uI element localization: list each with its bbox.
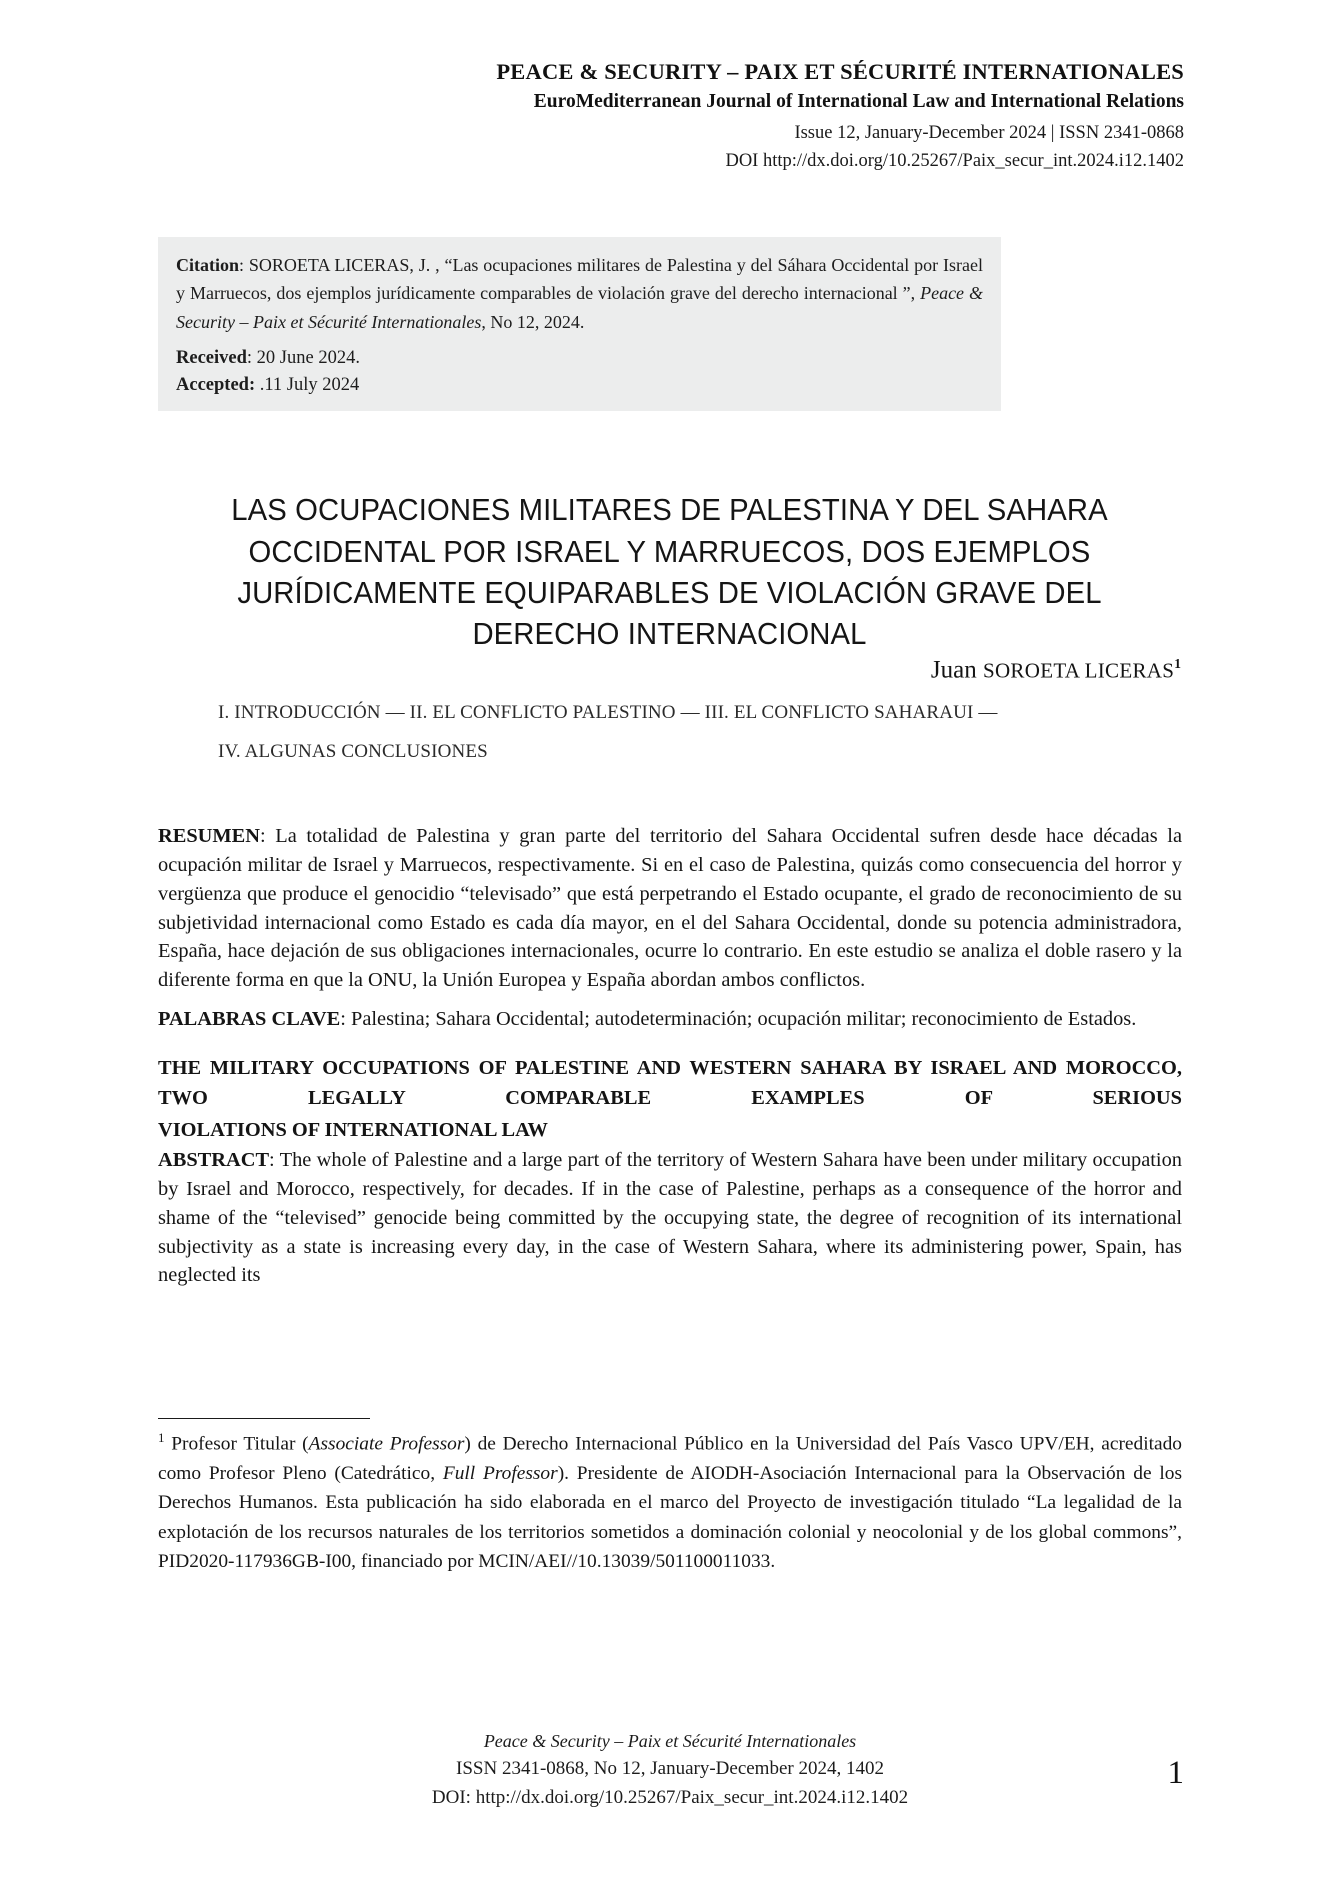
received-line: [176, 345, 983, 371]
accepted-value: .11 July 2024: [255, 374, 360, 395]
abstract-spanish-text: : La totalidad de Palestina y gran parte del territorio del Sahara Occidental sufren desde hace décadas la ocupación militar de Israel y Marruecos, respectivamente. Si en el caso de Palestina, quizás como consecuencia del horror y vergüenza que produce el genocidio “televisado” que está perpetrando el Estado ocupante, el grado de reconocimiento de su subjetividad internacional como Estado es cada día mayor, en el del Sahara Occidental, donde su potencia administradora, España, hace dejación de sus obligaciones internacionales, ocurre lo contrario. En este estudio se analiza el doble rasero y la diferente forma en que la ONU, la Unión Europea y España abordan ambos conflictos.: [158, 825, 1182, 992]
abstract-spanish-label: RESUMEN: [158, 825, 260, 847]
footnote-italic-associate-professor: Associate Professor: [308, 1433, 465, 1455]
accepted-label: Accepted:: [176, 374, 256, 395]
masthead: [0, 58, 1339, 176]
journal-title: PEACE & SECURITY – PAIX ET SÉCURITÉ INTERNATIONALES: [496, 59, 1184, 84]
citation-body: : SOROETA LICERAS, J. , “Las ocupaciones militares de Palestina y del Sáhara Occidental por Israel y Marruecos, dos ejemplos jurídicamente comparables de violación grave del derecho internacional ”,: [176, 255, 983, 304]
footnote-part-1: Profesor Titular (: [164, 1433, 309, 1455]
footnote-italic-full-professor: Full Professor: [442, 1462, 558, 1484]
abstract-english-label: ABSTRACT: [158, 1148, 270, 1171]
citation-text: [176, 251, 983, 336]
footer-journal-name: Peace & Security – Paix et Sécurité Internationales: [483, 1731, 857, 1751]
author-first-name: Juan: [930, 656, 977, 684]
accepted-line: [176, 372, 983, 398]
footnote-part-2: ) de Derecho Internacional Público en la Universidad del País Vasco UPV/EH, acreditado como Profesor Pleno (Catedrático,: [158, 1433, 1183, 1484]
abstract-english-text: : The whole of Palestine and a large part of the territory of Western Sahara have been under military occupation by Israel and Morocco, respectively, for decades. If in the case of Palestine, perhaps as a consequence of the horror and shame of the “televised” genocide being committed by the occupying state, the degree of recognition of its international subjectivity as a state is increasing every day, in the case of Western Sahara, where its administering power, Spain, has neglected its: [158, 1148, 1182, 1287]
footnote-part-3: ). Presidente de AIODH-Asociación Internacional para la Observación de los Derechos Humanos. Esta publicación ha sido elaborada en el marco del Proyecto de investigación titulado “La legalidad de la explotación de los recursos naturales de los territorios sometidos a dominación colonial y neocolonial y de los global commons”, PID2020-117936GB-I00, financiado por MCIN/AEI//10.13039/501100011033.: [158, 1462, 1182, 1573]
page-number: 1: [1167, 1755, 1184, 1791]
footnote-1: [158, 1428, 1182, 1577]
author-footnote-marker: 1: [1174, 656, 1181, 671]
abstract-english: [158, 1146, 1182, 1290]
keywords-spanish-label: PALABRAS CLAVE: [158, 1008, 341, 1031]
abstract-spanish: [158, 822, 1182, 995]
citation-box: [158, 237, 1001, 411]
journal-subtitle: EuroMediterranean Journal of International Law and International Relations: [533, 91, 1184, 113]
article-body: [158, 822, 1182, 1300]
footer-doi-line: DOI: http://dx.doi.org/10.25267/Paix_secur_int.2024.i12.1402: [431, 1786, 909, 1808]
citation-journal-name: Peace & Security – Paix et Sécurité Internationales: [176, 283, 983, 332]
article-title: LAS OCUPACIONES MILITARES DE PALESTINA Y DEL SAHARA OCCIDENTAL POR ISRAEL Y MARRUECOS, DOS EJEMPLOS JURÍDICAMENTE EQUIPARABLES DE VIOLACIÓN GRAVE DEL DERECHO INTERNACIONAL: [231, 493, 1108, 651]
keywords-spanish-text: : Palestina; Sahara Occidental; autodeterminación; ocupación militar; reconocimiento de Estados.: [340, 1008, 1137, 1031]
journal-doi-line: DOI http://dx.doi.org/10.25267/Paix_secur_int.2024.i12.1402: [725, 151, 1184, 172]
received-label: Received: [176, 348, 247, 369]
footer-issn-line: ISSN 2341-0868, No 12, January-December 2024, 1402: [456, 1758, 884, 1779]
citation-label: Citation: [176, 255, 239, 275]
page-footer: [158, 1728, 1182, 1813]
received-value: : 20 June 2024.: [246, 348, 360, 369]
citation-dates: [176, 345, 983, 398]
citation-tail: , No 12, 2024.: [481, 311, 585, 332]
journal-issue-line: Issue 12, January-December 2024 | ISSN 2341-0868: [794, 123, 1184, 144]
article-toc: I. INTRODUCCIÓN — II. EL CONFLICTO PALESTINO — III. EL CONFLICTO SAHARAUI — IV. ALGUNAS CONCLUSIONES: [218, 702, 998, 762]
author-last-name: SOROETA LICERAS: [982, 658, 1175, 683]
english-title-line1: THE MILITARY OCCUPATIONS OF PALESTINE AND WESTERN SAHARA BY ISRAEL AND MOROCCO, TWO LEGALLY COMPARABLE EXAMPLES OF SERIOUS: [158, 1057, 1182, 1109]
keywords-spanish: [158, 1005, 1182, 1034]
footnote-marker: 1: [158, 1430, 165, 1445]
english-title-line2: VIOLATIONS OF INTERNATIONAL LAW: [158, 1118, 548, 1141]
author-line: [931, 656, 1181, 684]
footnote-separator-rule: [158, 1418, 370, 1419]
